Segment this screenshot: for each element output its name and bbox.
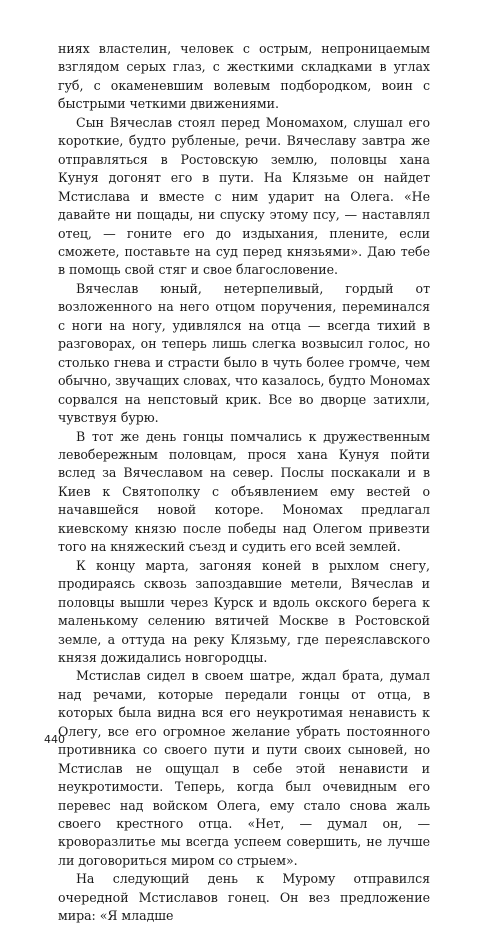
paragraph-4: В тот же день гонцы помчались к дружественным левобережным половцам, прося хана Кунуя пойти вслед за Вячеславом на север. Послы поскакали и в Киев к Святополку с объявлением ему вестей о начавшейся новой которе. Мономах предлагал киевскому князю после победы над Олегом привезти того на княжеский съезд и судить его всей землей. (58, 428, 430, 555)
page-number: 440 (44, 733, 65, 746)
paragraph-5: К концу марта, загоняя коней в рыхлом снегу, продираясь сквозь запоздавшие метели, Вячеслав и половцы вышли через Курск и вдоль окского берега к маленькому селению вятичей Москве в Ростовской земле, а оттуда на реку Клязьму, где переяславского князя дожидались новгородцы. (58, 557, 430, 665)
book-page-text (58, 40, 430, 926)
paragraph-6: Мстислав сидел в своем шатре, ждал брата, думал над речами, которые передали гонцы от отца, в которых была видна вся его неукротимая ненависть к Олегу, все его огромное желание убрать постоянного противника со своего пути и пути своих сыновей, но Мстислав не ощущал в себе этой ненависти и неукротимости. Теперь, когда был очевидным его перевес над войском Олега, ему стало снова жаль своего крестного отца. «Нет, — думал он, — кроворазлитье мы всегда успеем совершить, не лучше ли договориться миром со стрыем». (58, 668, 430, 868)
paragraph-2: Сын Вячеслав стоял перед Мономахом, слушал его короткие, будто рубленые, речи. Вячеславу завтра же отправляться в Ростовскую землю, половцы хана Кунуя догонят его в пути. На Клязьме он найдет Мстислава и вместе с ним ударит на Олега. «Не давайте ни пощады, ни спуску этому псу, — наставлял отец, — гоните его до издыхания, плените, если сможете, поставьте на суд перед князьями». Даю тебе в помощь свой стяг и свое благословение. (58, 114, 430, 278)
paragraph-7: На следующий день к Мурому отправился очередной Мстиславов гонец. Он вез предложение мира: «Я младше (58, 871, 430, 924)
paragraph-3: Вячеслав юный, нетерпеливый, гордый от возложенного на него отцом поручения, переминался с ноги на ногу, удивлялся на отца — всегда тихий в разговорах, он теперь лишь слегка возвысил голос, но столько гнева и страсти было в чуть более громче, чем обычно, звучащих словах, что казалось, будто Мономах сорвался на непстовый крик. Все во дворце затихли, чувствуя бурю. (58, 280, 430, 426)
paragraph-1: ниях властелин, человек с острым, непроницаемым взглядом серых глаз, с жесткими складками в углах губ, с окаменевшим волевым подбородком, воин с быстрыми четкими движениями. (58, 41, 430, 112)
